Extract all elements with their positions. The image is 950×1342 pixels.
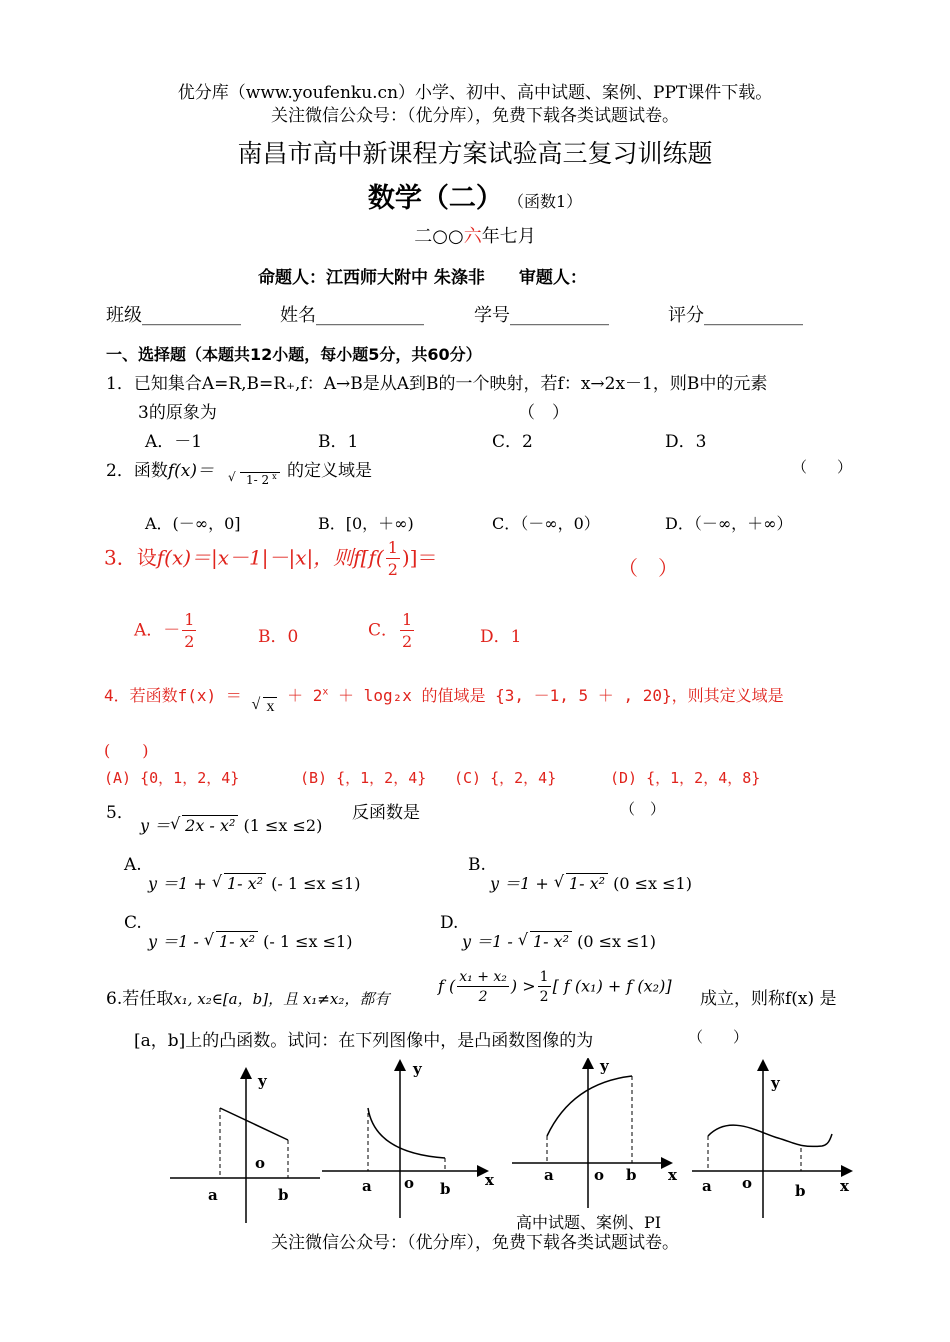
- q4-pre: 4．若函数f(x) ＝: [104, 686, 242, 705]
- subject-name: 数学（二）: [367, 183, 503, 214]
- q2-option-a: A．(－∞，0]: [145, 514, 241, 533]
- q2-post: 的定义域是: [287, 461, 372, 481]
- header-line-2: 关注微信公众号：（优分库），免费下载各类试题试卷。: [271, 106, 679, 126]
- q2-pre: 2．函数: [106, 461, 168, 481]
- q2-fx: f(x)＝: [167, 461, 214, 481]
- q4-option-b: (B) {，1，2，4}: [300, 769, 427, 787]
- q3-pre: 3．设: [104, 545, 157, 570]
- q4-mid: ＋ 2: [287, 686, 323, 705]
- q3-a-num: 1: [184, 610, 195, 629]
- graph-c-y-label: y: [600, 1058, 609, 1075]
- q5-domain: (1 ≤x ≤2): [243, 816, 323, 835]
- q3-option-b: B．0: [258, 627, 299, 647]
- graph-c-x-label: x: [668, 1166, 677, 1184]
- q6-half-d: 2: [539, 989, 549, 1005]
- q1-answer-blank: （ ）: [518, 403, 569, 423]
- q4-option-d: (D) {，1，2，4，8}: [610, 769, 761, 787]
- q6-pre: 6.若任取: [106, 989, 174, 1009]
- q5-b-pre: y ＝1 +: [490, 874, 549, 893]
- q5-d-rad: 1- x²: [530, 931, 572, 951]
- page-title: 南昌市高中新课程方案试验高三复习训练题: [237, 139, 713, 168]
- q5-option-b-label: B.: [468, 855, 486, 875]
- graph-d: [692, 1062, 850, 1218]
- q6-f: f (: [438, 976, 456, 996]
- q2-option-d: D．（－∞，＋∞）: [665, 514, 793, 533]
- q1-line2: 3的原象为: [138, 403, 217, 423]
- q5-c-dom: (- 1 ≤x ≤1): [263, 932, 353, 951]
- graph-b: [322, 1060, 495, 1218]
- graph-d-x-label: x: [840, 1177, 849, 1195]
- q5-option-d: [462, 929, 656, 952]
- graph-b-x-label: x: [485, 1171, 494, 1189]
- q2-option-c: C．（－∞，0）: [492, 514, 600, 533]
- q3-num: 1: [387, 538, 398, 557]
- q1-option-c: C．2: [492, 432, 533, 452]
- q4-option-c: (C) {，2，4}: [454, 769, 557, 787]
- class-field: 班级___________: [106, 305, 241, 326]
- graph-c-origin: o: [594, 1166, 605, 1184]
- q5-a-pre: y ＝1 +: [148, 874, 207, 893]
- footer-overlap-text: 高中试题、案例、PI: [516, 1213, 662, 1232]
- q6-vars: x₁, x₂∈[a，b]，且 x₁≠x₂，都有: [173, 990, 390, 1008]
- q4-radical: [251, 698, 277, 716]
- q3-option-a: [134, 612, 198, 650]
- date-red: 六: [463, 226, 482, 247]
- section-1-header: 一、选择题（本题共12小题，每小题5分，共60分）: [106, 345, 482, 364]
- q5-option-c: [148, 929, 352, 952]
- q5-function: [140, 813, 322, 836]
- name-field: 姓名____________: [280, 305, 424, 326]
- q4-exp: x: [322, 686, 329, 698]
- q5-d-pre: y ＝1 -: [462, 932, 513, 951]
- q1-option-a: A．－1: [145, 432, 203, 452]
- q3-den: 2: [387, 560, 398, 579]
- date-pre: 二○○: [414, 226, 464, 247]
- q2-option-b: B．[0，＋∞): [318, 514, 414, 533]
- graph-d-origin: o: [742, 1174, 753, 1192]
- graph-a-b-label: b: [278, 1186, 289, 1204]
- graph-b-y-label: y: [413, 1060, 422, 1078]
- q3-ff: f[f(: [353, 545, 384, 570]
- footer-line: 关注微信公众号：（优分库），免费下载各类试题试卷。: [271, 1233, 679, 1253]
- q5-y: y ＝: [140, 816, 171, 835]
- q6-gt: ) >: [510, 976, 536, 996]
- q2-answer-blank: （ ）: [792, 458, 853, 476]
- date-line: [0, 222, 950, 248]
- q3-a-den: 2: [184, 632, 195, 651]
- score-field: 评分___________: [668, 305, 803, 326]
- graph-a-a-label: a: [208, 1186, 218, 1204]
- graph-a: [170, 1070, 320, 1223]
- q3-option-c: [368, 612, 416, 650]
- q3-stem: [104, 540, 437, 578]
- q2-exp: x: [272, 472, 277, 481]
- graph-a-origin: o: [255, 1154, 266, 1172]
- q3-c-den: 2: [402, 632, 413, 651]
- q6-half-n: 1: [539, 969, 549, 985]
- q4-answer-blank: ( ): [104, 741, 149, 760]
- q6-den: 2: [478, 989, 488, 1005]
- q1-line1: 1．已知集合A=R,B=R₊,f：A→B是从A到B的一个映射，若f：x→2x－1，则B中的元素: [106, 374, 768, 394]
- graph-b-b-label: b: [440, 1180, 451, 1198]
- header-line-1: 优分库（www.youfenku.cn）小学、初中、高中试题、案例、PPT课件下载。: [177, 83, 773, 103]
- q6-formula: [438, 970, 672, 1004]
- q6-post: 成立，则称f(x) 是: [700, 989, 837, 1009]
- q3-fraction: [386, 540, 400, 578]
- q5-post: 反函数是: [352, 803, 420, 823]
- graph-b-origin: o: [404, 1174, 415, 1192]
- q3-option-d: D．1: [480, 627, 522, 647]
- q1-option-d: D．3: [665, 432, 707, 452]
- q6-bracket: [ f (x₁) + f (x₂)]: [552, 976, 672, 996]
- q5-option-a-label: A.: [124, 855, 142, 875]
- subject-title: [0, 176, 950, 215]
- q3-option-a-label: A．－: [134, 620, 181, 641]
- graph-d-a-label: a: [702, 1177, 712, 1195]
- q6-num: x₁ + x₂: [459, 969, 507, 985]
- q2-radical: [228, 472, 280, 487]
- q3-option-c-label: C．: [368, 620, 399, 641]
- q3-close: )]＝: [401, 545, 438, 570]
- subject-note: （函数1）: [507, 192, 583, 211]
- q5-option-d-label: D.: [440, 913, 459, 933]
- q4-radicand: x: [263, 697, 277, 715]
- graph-a-y-label: y: [258, 1072, 267, 1090]
- q5-option-a: [148, 871, 360, 894]
- q5-radicand: 2x - x²: [182, 815, 238, 835]
- q6-line2: [a，b]上的凸函数。试问：在下列图像中，是凸函数图像的为: [134, 1031, 594, 1051]
- q5-c-rad: 1- x²: [216, 931, 258, 951]
- q4-stem: [104, 683, 784, 715]
- q5-answer-blank: （ ）: [620, 800, 666, 818]
- graph-c-a-label: a: [544, 1166, 554, 1184]
- q5-a-rad: 1- x²: [224, 873, 266, 893]
- q5-option-c-label: C.: [124, 913, 142, 933]
- q5-option-b: [490, 871, 692, 894]
- q5-d-dom: (0 ≤x ≤1): [577, 932, 656, 951]
- q6-graphs: [160, 1058, 860, 1228]
- q4-option-a: (A) {0，1，2，4}: [104, 769, 240, 787]
- date-post: 年七月: [481, 226, 536, 247]
- graph-c-b-label: b: [626, 1166, 637, 1184]
- q5-number: 5．: [106, 803, 134, 823]
- q5-radical: [170, 816, 238, 835]
- q5-b-rad: 1- x²: [566, 873, 608, 893]
- q1-option-b: B．1: [318, 432, 359, 452]
- q5-b-dom: (0 ≤x ≤1): [613, 874, 692, 893]
- graph-d-b-label: b: [795, 1182, 806, 1200]
- q3-answer-blank: （ ）: [618, 556, 678, 580]
- authors-line: 命题人：江西师大附中 朱涤非 审题人：: [258, 268, 587, 288]
- q6-answer-blank: （ ）: [688, 1028, 749, 1046]
- graph-c: [512, 1058, 678, 1208]
- q2-stem: [106, 456, 214, 481]
- id-field: 学号___________: [474, 305, 609, 326]
- graph-b-a-label: a: [362, 1177, 372, 1195]
- q4-post: ＋ log₂x 的值域是 {3, －1, 5 ＋ , 20}，则其定义域是: [338, 686, 784, 705]
- q3-expr: f(x)＝|x－1|－|x|，则: [156, 545, 354, 570]
- q2-radicand: 1- 2: [243, 472, 272, 487]
- q6-line1: [106, 984, 389, 1009]
- q3-c-num: 1: [402, 610, 413, 629]
- graph-d-y-label: y: [771, 1074, 780, 1092]
- q5-a-dom: (- 1 ≤x ≤1): [271, 874, 361, 893]
- q5-c-pre: y ＝1 -: [148, 932, 199, 951]
